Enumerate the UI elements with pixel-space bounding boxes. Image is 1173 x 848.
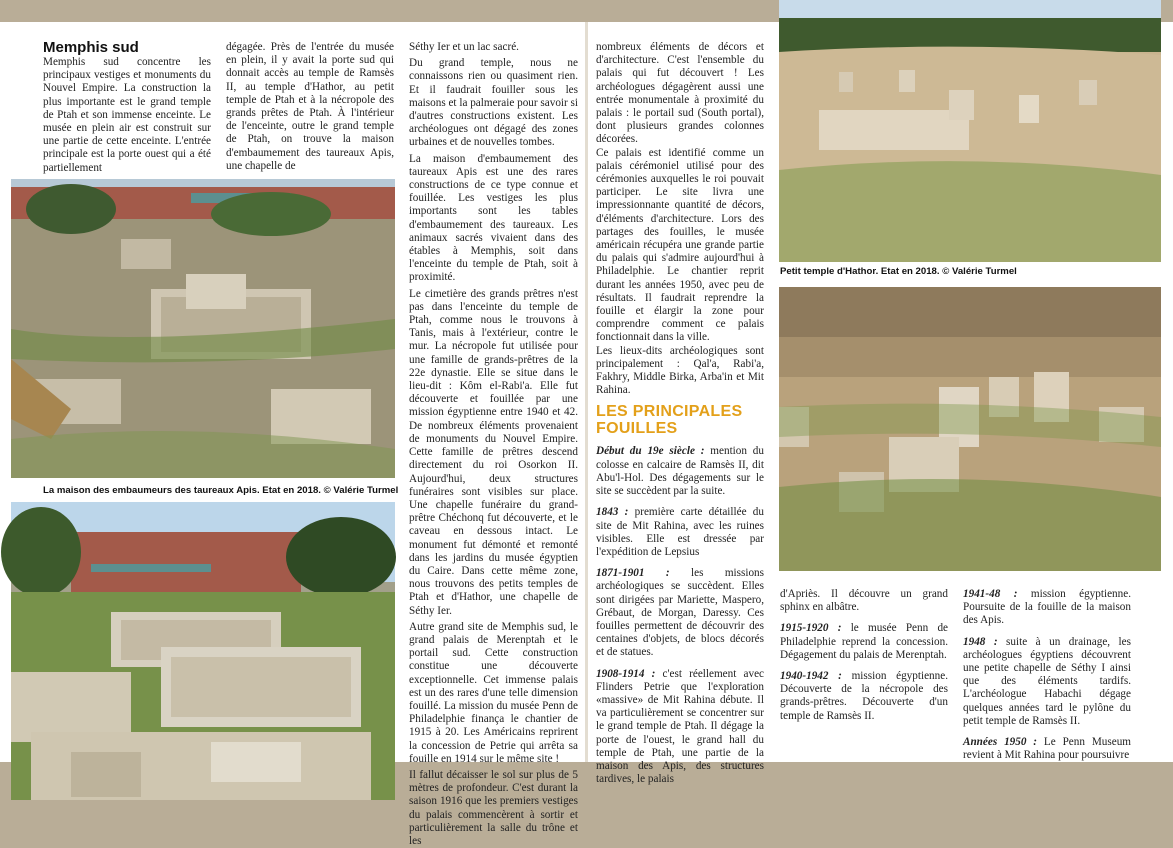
- photo-caption-embalming: La maison des embaumeurs des taureaux Apis. Etat en 2018. © Valérie Turmel: [43, 485, 399, 496]
- column-paragraph: Du grand temple, nous ne connaissons rien ou quasiment rien. Et il faudrait fouiller sous les maisons et la palmeraie pour savoir si d'autres constructions existent. Les archéologues ont dégagé des zones urbaines et de nouvelles tombes.: [409, 57, 579, 149]
- excavation-entry: [963, 636, 1131, 728]
- excavation-text: les missions archéologiques se succèdent. Elles sont dirigées par Mariette, Maspero, Grébaut, de Morgan, Daressy. Ces fouilles permettent de découvrir des centaines d'objets, de blocs décorés et de statues.: [596, 567, 764, 659]
- excavation-text: d'Apriès. Il découvre un grand sphinx en albâtre.: [780, 588, 948, 614]
- excavation-entry: [596, 567, 764, 659]
- excavation-text: suite à un drainage, les archéologues égyptiens découvrent une petite chapelle de Séthy I ainsi que des éléments tardifs. L'archéologue Habachi dégage quelques années tard le pylône du petit temple de Ramsès II.: [963, 635, 1131, 727]
- column-paragraph: Le cimetière des grands prêtres n'est pas dans l'enceinte du temple de Ptah, comme nous le trouvons à Tanis, mais à l'extérieur, contre le mur. La nécropole fut utilisée pour une famille de grands-prêtres de la 22e dynastie. Elle se situe dans le lieu-dit : Kôm el-Rabi'a. Elle fut découverte et fouillée par une mission égyptienne entre 1940 et 42. De nombreux éléments provenaient de monuments du Nouvel Empire. Cette famille de prêtres descend directement du roi Osorkon II. Aujourd'hui, deux structures funéraires sont visibles sur place. Une chapelle funéraire du grand-prêtre Chéchonq fut découverte, et le caveau en dessous intact. Le monument fut démonté et remonté dans les jardins du musée égyptien du Caire. Dans cette même zone, nous trouvons des petits temples de Ptah et d'Hathor, une chapelle de Séthy Ier.: [409, 287, 578, 617]
- excavation-entry: [780, 622, 948, 662]
- column-paragraph: Ce palais est identifié comme un palais cérémoniel utilisé pour des cérémonies auxquelles le roi pouvait participer. Le site livra une impressionnante quantité de décors, d'éléments d'architecture. Lors des partages des fouilles, le musée américain récupéra une grande partie du palais qui s'admire aujourd'hui à Philadelphie. Le chantier reprit durant les années 1950, avec peu de résultats. Il faudrait reprendre la fouille et élargir la zone pour comprendre comment ce palais fonctionnait dans la ville.: [596, 146, 764, 344]
- photo-embalming-house: [11, 179, 395, 478]
- column-paragraph: nombreux éléments de décors et d'architecture. C'est l'ensemble du palais qui fut découvert ! Les archéologues dégagèrent aussi une entrée monumentale à proximité du palais : le portail sud (South portal), dont plusieurs grandes colonnes décorées.: [596, 41, 764, 146]
- excavation-entry: [596, 668, 764, 787]
- excavation-text: c'est réellement avec Flinders Petrie que l'exploration «massive» de Mit Rahina débute. Il va particulièrement se concentrer sur le grand temple de Ptah. Il dégage la porte de l'ouest, le grand hall du temple de Ptah, une partie de la maison des Apis, des structures tardives, le palais: [596, 667, 764, 786]
- column-paragraph: Autre grand site de Memphis sud, le grand palais de Merenptah et le portail sud. Cette construction constitue une découverte exceptionnelle. Cet immense palais est un des rares d'une telle dimension fouillé. La mission du musée Penn de Philadelphie finança le chantier de 1915 à 20. Les Américains reprirent la concession de Petrie qui arrêta sa fouille en 1914 sur le même site !: [409, 620, 578, 765]
- right-column-2: [780, 588, 948, 753]
- column-paragraph: Séthy Ier et un lac sacré.: [409, 41, 519, 53]
- excavation-text: le musée Penn de Philadelphie reprend la concession. Dégagement du palais de Merenptah.: [780, 622, 949, 661]
- intro-paragraph: Memphis sud concentre les principaux vestiges et monuments du Nouvel Empire. La construction la plus importante est le grand temple de Ptah et son immense enceinte. Le musée en plein air est construit sur une partie de cette enceinte. L'entrée principale est la porte ouest qui a été partiellement: [43, 56, 211, 174]
- excavation-date: 1941-48 :: [963, 588, 1018, 600]
- excavation-text: mission égyptienne. Découverte de la nécropole des grands-prêtres. Découverte d'un temple de Ramsès II.: [780, 670, 948, 722]
- excavation-date: 1915-1920 :: [780, 622, 842, 635]
- photo-hathor-temple: [779, 0, 1161, 262]
- photo-embalming-tables: [11, 502, 395, 800]
- excavation-entry: [596, 506, 764, 559]
- column-paragraph: Il fallut décaisser le sol sur plus de 5 mètres de profondeur. C'est durant la saison 1916 que les premiers vestiges du palais commencèrent à sortir et particulièrement la salle du trône et les: [409, 768, 578, 847]
- excavation-entry: [963, 588, 1131, 628]
- excavation-text: première carte détaillée du site de Mit Rahina, avec les ruines visibles. Elle est dressée par l'expédition de Lepsius: [596, 506, 764, 558]
- left-column-2: [226, 41, 394, 172]
- excavation-entry: [780, 588, 948, 614]
- left-column-3: [409, 41, 579, 847]
- section-title-line: FOUILLES: [596, 420, 678, 438]
- excavation-date: 1908-1914 :: [596, 667, 656, 680]
- excavation-text: mention du colosse en calcaire de Ramsès II, dit Abu'l-Hol. Des dégagements sur le site se succèdent par la suite.: [596, 445, 764, 498]
- excavation-date: 1940-1942 :: [780, 670, 842, 683]
- right-column-1: [596, 41, 764, 786]
- excavation-date: Années 1950 :: [963, 736, 1038, 749]
- column-paragraph: dégagée. Près de l'entrée du musée en plein, il y avait la porte sud qui donnait accès au temple de Ramsès II, au temple d'Hathor, au petit temple de Ptah et à la nécropole des grands prêtes de Ptah. À l'intérieur de l'enceinte, outre le grand temple de Ptah, on trouve la maison d'embaumement des taureaux Apis, une chapelle de: [226, 41, 394, 172]
- excavation-entry: [780, 670, 948, 723]
- photo-temple-ruins: [779, 287, 1161, 571]
- photo-caption-hathor: Petit temple d'Hathor. Etat en 2018. © Valérie Turmel: [780, 266, 1017, 277]
- page-gutter: [585, 22, 588, 762]
- excavation-text: Le Penn Museum revient à Mit Rahina pour poursuivre: [963, 736, 1131, 762]
- column-paragraph: La maison d'embaumement des taureaux Apis est une des rares constructions de ce type connue et fouillée. Les vestiges les plus importants sont les tables d'embaumement des taureaux. Les animaux sacrés vivaient dans des étables à Memphis, soit dans l'enceinte du temple de Ptah, soit à proximité.: [409, 152, 578, 284]
- column-paragraph: Les lieux-dits archéologiques sont principalement : Qal'a, Rabi'a, Fakhry, Middle Birka, Arba'in et Mit Rahina.: [596, 344, 764, 397]
- right-column-3: [963, 588, 1131, 762]
- section-heading: Memphis sud: [43, 39, 139, 56]
- excavation-date: Début du 19e siècle :: [596, 445, 705, 458]
- excavation-text: mission égyptienne. Poursuite de la fouille de la maison des Apis.: [963, 588, 1131, 627]
- section-title: [596, 403, 764, 437]
- left-column-1: [43, 39, 211, 174]
- excavation-date: 1871-1901 :: [596, 567, 670, 580]
- excavation-entry: [963, 736, 1131, 762]
- excavation-entry: [596, 445, 764, 498]
- section-title-line: LES PRINCIPALES: [596, 403, 743, 421]
- excavation-date: 1948 :: [963, 635, 998, 648]
- excavation-date: 1843 :: [596, 506, 629, 519]
